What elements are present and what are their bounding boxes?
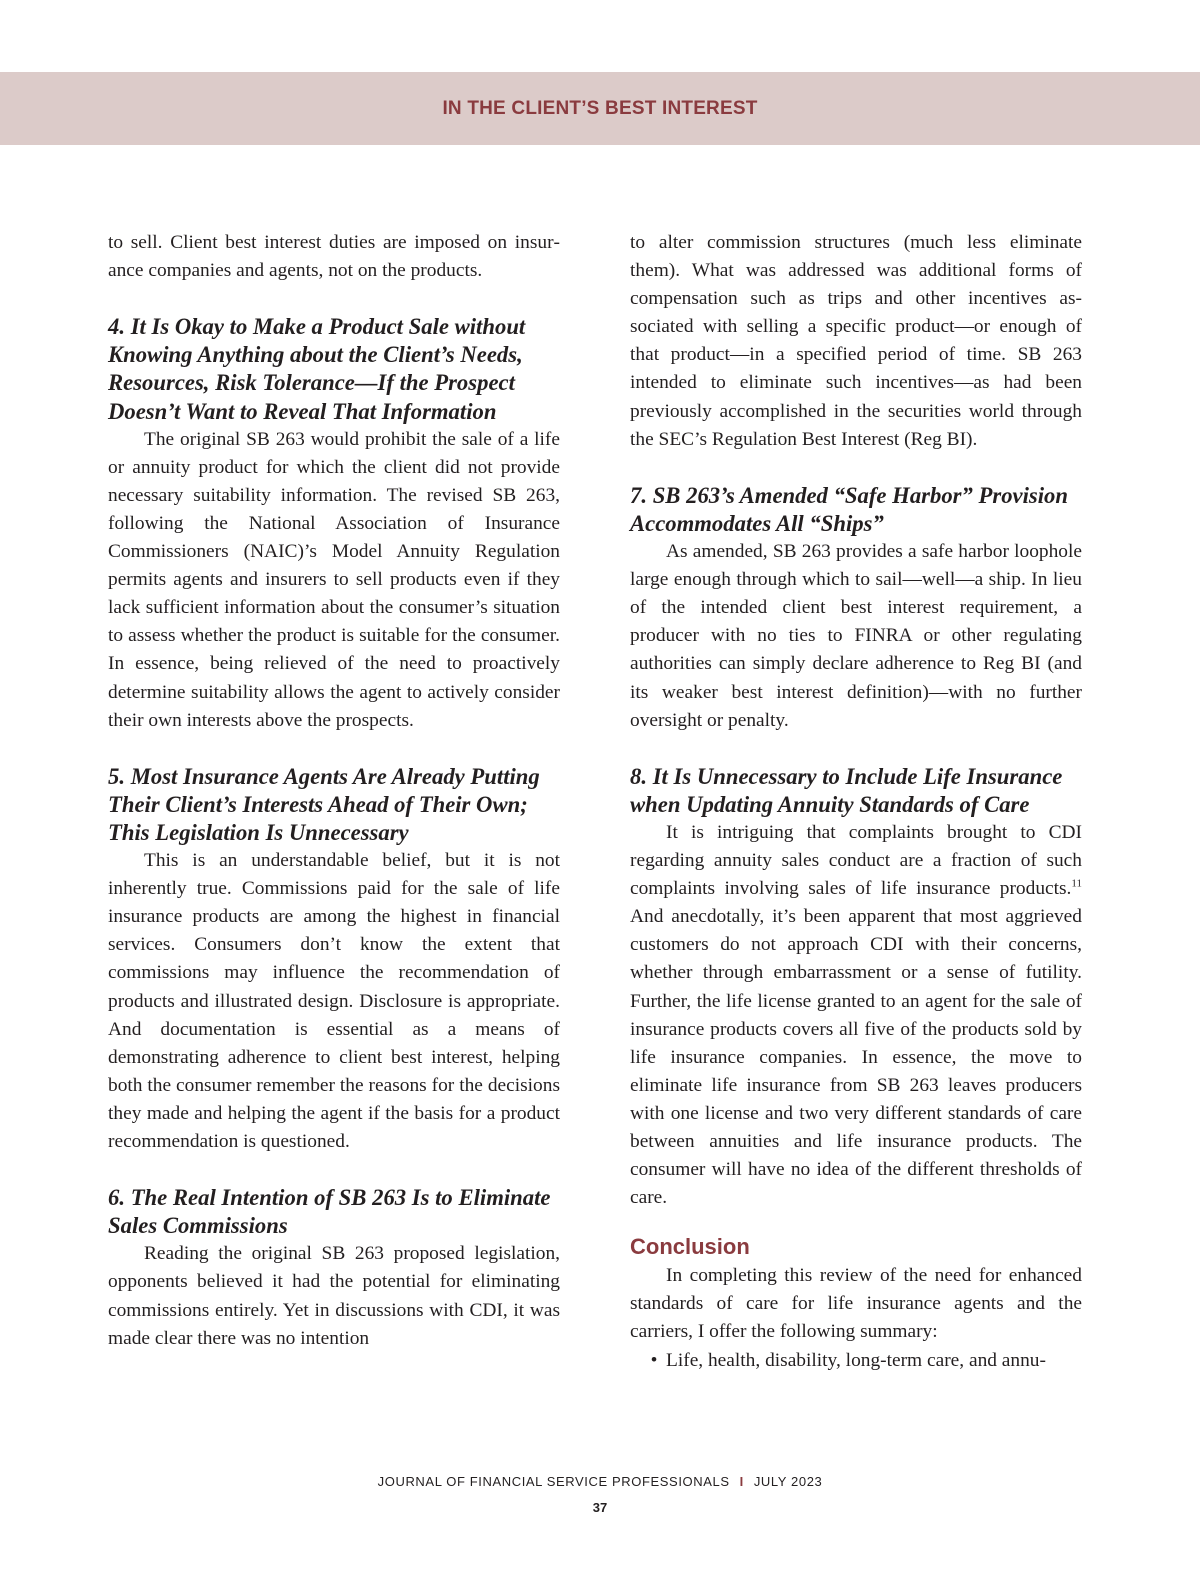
paragraph-conclusion: In completing this review of the need for enhanced standards of care for life insurance agents and the carriers, I offer the following summary:	[630, 1265, 1082, 1343]
list-item-text: Life, health, disability, long-term care, and annu-	[666, 1349, 1046, 1371]
footer-separator: I	[739, 1474, 744, 1489]
section-title: IN THE CLIENT’S BEST INTEREST	[442, 97, 758, 119]
page-number: 37	[592, 1500, 608, 1515]
conclusion-heading: Conclusion	[630, 1234, 750, 1260]
footnote-marker[interactable]: 11	[1071, 877, 1082, 890]
section-banner	[0, 72, 1200, 145]
paragraph-myth-8-text-cont: And anecdotally, it’s been apparent that most aggrieved customers do not approach CDI with their concerns, whether through embarrassment or a sense of futility. Further, the life license granted to an agent for the sale of insurance products covers all five of the products sold by life insurance companies. In essence, the move to eliminate life insurance from SB 263 leaves producers with one license and two very different standards of care between annuities and life insurance products. The consumer will have no idea of the different thresholds of care.	[630, 906, 1082, 1209]
paragraph-myth-7: As amended, SB 263 provides a safe harbor loophole large enough through which to sail—well—a ship. In lieu of the intended client best interest requirement, a producer with no ties to FINRA or other regulating authorities can simply declare adherence to Reg BI (and its weaker best interest definition)—with no further oversight or penalty.	[630, 541, 1082, 731]
paragraph-intro: to sell. Client best interest duties are imposed on insurance companies and agents, not on the products.	[108, 232, 560, 282]
paragraph-myth-8	[630, 819, 1082, 1212]
heading-myth-8: 8. It Is Unnecessary to Include Life Insurance when Updating Annuity Standards of Care	[630, 763, 1063, 817]
issue-date: JULY 2023	[753, 1474, 823, 1489]
left-column	[108, 229, 560, 1353]
page-footer	[0, 1474, 1200, 1489]
list-item	[630, 1347, 1082, 1375]
heading-myth-4: 4. It Is Okay to Make a Product Sale without Knowing Anything about the Client’s Needs, Resources, Risk Tolerance—If the Prospect Doesn’t Want to Reveal That Information	[108, 314, 526, 424]
paragraph-myth-6-continued: to alter commission structures (much less eliminate them). What was addressed was additional forms of compensation such as trips and other incentives associated with selling a specific product—or enough of that product—in a specified period of time. SB 263 intended to eliminate such incentives—as had been previously accomplished in the securities world through the SEC’s Regulation Best Interest (Reg BI).	[630, 232, 1082, 450]
paragraph-myth-4: The original SB 263 would prohibit the sale of a life or annuity product for which the client did not provide necessary suitability information. The revised SB 263, following the National Association of Insurance Commissioners (NAIC)’s Model Annuity Regulation permits agents and insurers to sell products even if they lack sufficient information about the consumer’s situation to assess whether the product is suitable for the consumer. In essence, being relieved of the need to proactively determine suitability allows the agent to actively consider their own interests above the prospects.	[108, 428, 560, 731]
heading-myth-7: 7. SB 263’s Amended “Safe Harbor” Provision Accommodates All “Ships”	[630, 482, 1069, 536]
bullet-icon: •	[650, 1349, 658, 1371]
paragraph-myth-5: This is an understandable belief, but it is not inherently true. Commissions paid for the sale of life insurance products are among the highest in financial services. Consumers don’t know the extent that commissions may influence the recommendation of products and illustrated design. Disclosure is appropriate. And documentation is essential as a means of demonstrating adherence to client best interest, helping both the consumer remember the reasons for the decisions they made and helping the agent if the basis for a product recommendation is questioned.	[108, 850, 560, 1152]
heading-myth-6: 6. The Real Intention of SB 263 Is to Eliminate Sales Commissions	[108, 1185, 551, 1239]
right-column	[630, 229, 1082, 1375]
paragraph-myth-8-text: It is intriguing that complaints brought to CDI regarding annuity sales conduct are a fraction of such complaints involving sales of life insurance products.	[630, 821, 1082, 900]
journal-name: JOURNAL OF FINANCIAL SERVICE PROFESSIONALS	[377, 1474, 730, 1489]
heading-myth-5: 5. Most Insurance Agents Are Already Putting Their Client’s Interests Ahead of Their Own; This Legislation Is Unnecessary	[108, 763, 540, 845]
paragraph-myth-6: Reading the original SB 263 proposed legislation, opponents believed it had the potential for eliminating commissions entirely. Yet in discussions with CDI, it was made clear there was no intention	[108, 1243, 560, 1349]
